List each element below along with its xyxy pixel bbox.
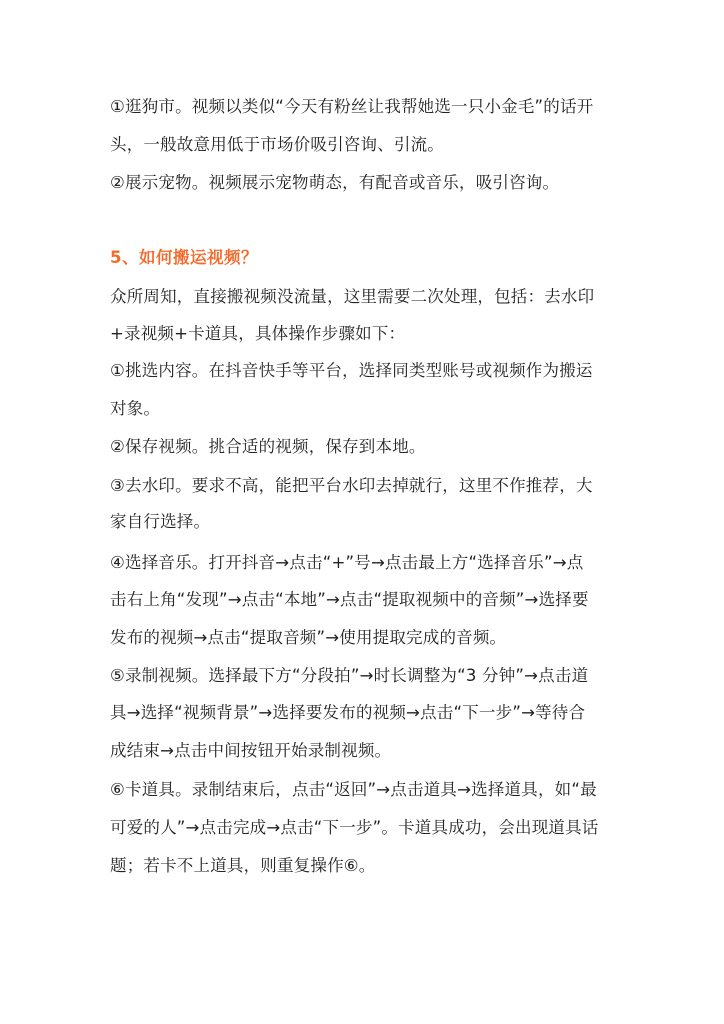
paragraph-line: ①挑选内容。在抖音快手等平台，选择同类型账号或视频作为搬运: [110, 361, 593, 380]
paragraph-line: 众所周知，直接搬视频没流量，这里需要二次处理，包括：去水印: [110, 287, 595, 306]
intro-line-1: ①逛狗市。视频以类似“今天有粉丝让我帮她选一只小金毛”的话开: [110, 97, 594, 116]
intro-line-2: 头，一般故意用低于市场价吸引咨询、引流。: [110, 135, 444, 154]
paragraph-line: ⑥卡道具。录制结束后，点击“返回”→点击道具→选择道具，如“最: [110, 780, 597, 799]
paragraph-line: ③去水印。要求不高，能把平台水印去掉就行，这里不作推荐，大: [110, 476, 593, 495]
paragraph-line: 具→选择“视频背景”→选择要发布的视频→点击“下一步”→等待合: [110, 703, 586, 722]
section-heading: 5、如何搬运视频？: [110, 248, 258, 267]
paragraph-line: ②保存视频。挑合适的视频，保存到本地。: [110, 437, 426, 456]
paragraph-line: 对象。: [110, 399, 161, 418]
paragraph-line: 题；若卡不上道具，则重复操作⑥。: [110, 856, 376, 875]
paragraph-line: 成结束→点击中间按钮开始录制视频。: [110, 741, 392, 760]
paragraph-line: 家自行选择。: [110, 512, 211, 531]
paragraph-line: +录视频+卡道具，具体操作步骤如下：: [110, 324, 406, 343]
paragraph-line: ④选择音乐。打开抖音→点击“+”号→点击最上方“选择音乐”→点: [110, 553, 584, 572]
paragraph-line: 发布的视频→点击“提取音频”→使用提取完成的音频。: [110, 628, 507, 647]
paragraph-line: ⑤录制视频。选择最下方“分段拍”→时长调整为“3 分钟”→点击道: [110, 666, 589, 685]
paragraph-line: 击右上角“发现”→点击“本地”→点击“提取视频中的音频”→选择要: [110, 590, 589, 609]
intro-line-3: ②展示宠物。视频展示宠物萌态，有配音或音乐，吸引咨询。: [110, 173, 560, 192]
paragraph-line: 可爱的人”→点击完成→点击“下一步”。卡道具成功，会出现道具话: [110, 818, 599, 837]
